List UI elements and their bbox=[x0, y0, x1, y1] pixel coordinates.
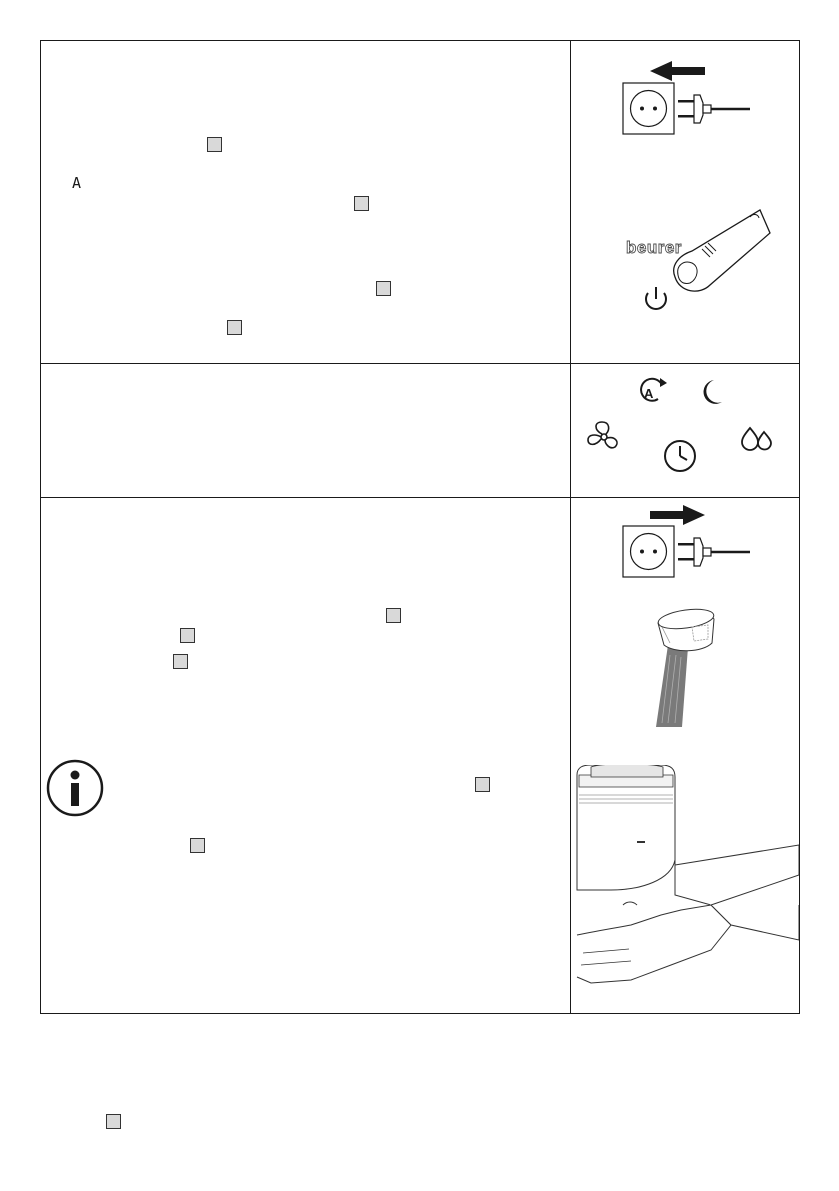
arrow-left-icon bbox=[650, 61, 705, 81]
water-stream-icon bbox=[656, 645, 688, 727]
timer-icon bbox=[665, 441, 695, 471]
lift-tank-illustration bbox=[571, 765, 799, 1010]
svg-text:beurer: beurer bbox=[626, 238, 682, 257]
row-divider-1 bbox=[40, 363, 800, 364]
reference-box bbox=[106, 1114, 121, 1129]
cup-icon bbox=[657, 606, 715, 651]
plug-icon bbox=[678, 95, 750, 123]
humidifier-icon bbox=[577, 765, 675, 890]
power-icon bbox=[646, 287, 666, 309]
socket-icon bbox=[623, 83, 674, 134]
reference-box bbox=[180, 628, 195, 643]
reference-box bbox=[386, 608, 401, 623]
socket-icon bbox=[623, 526, 674, 577]
fan-icon bbox=[588, 422, 617, 448]
pour-water-illustration bbox=[640, 605, 730, 730]
reference-box bbox=[173, 654, 188, 669]
mode-icons-illustration bbox=[580, 370, 795, 492]
unplug-illustration bbox=[600, 55, 770, 145]
reference-box bbox=[227, 320, 242, 335]
info-icon bbox=[46, 759, 106, 819]
reference-box bbox=[207, 137, 222, 152]
reference-box bbox=[376, 281, 391, 296]
humidity-icon bbox=[742, 428, 771, 450]
reference-box bbox=[190, 838, 205, 853]
unplug-illustration bbox=[600, 500, 770, 585]
arrow-right-icon bbox=[650, 505, 705, 525]
brand-logo bbox=[626, 238, 682, 257]
reference-box bbox=[475, 777, 490, 792]
finger-icon bbox=[674, 210, 770, 291]
power-button-illustration bbox=[620, 205, 780, 320]
svg-text:A: A bbox=[644, 386, 654, 401]
auto-mode-icon bbox=[641, 378, 667, 401]
display-glyph-a: A bbox=[72, 174, 82, 192]
night-mode-icon bbox=[704, 380, 722, 404]
plug-icon bbox=[678, 538, 750, 566]
row-divider-2 bbox=[40, 497, 800, 498]
reference-box bbox=[354, 196, 369, 211]
